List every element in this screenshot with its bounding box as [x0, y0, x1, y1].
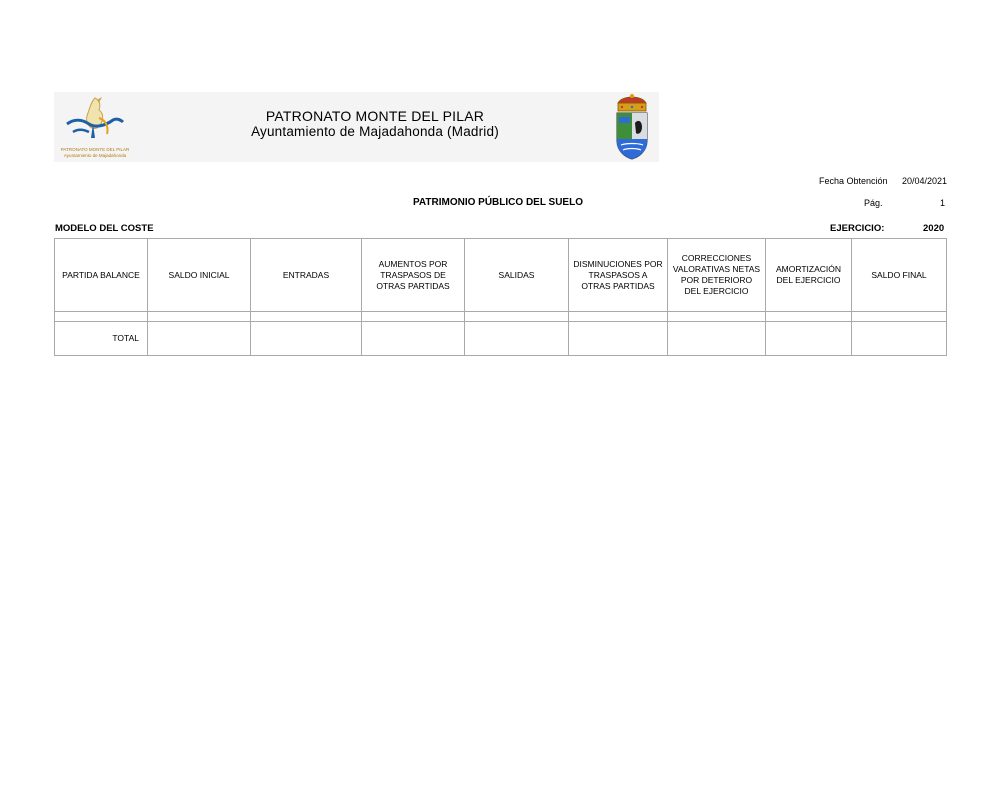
table-cell: [251, 322, 362, 356]
ejercicio-label: EJERCICIO:: [830, 223, 885, 234]
fecha-obtencion-value: 20/04/2021: [902, 176, 948, 186]
table-row: [55, 312, 947, 322]
fecha-obtencion-label: Fecha Obtención: [819, 176, 888, 186]
table-cell: [668, 322, 766, 356]
table-cell: [465, 312, 569, 322]
table-cell: [852, 312, 947, 322]
column-header: ENTRADAS: [251, 239, 362, 312]
patronato-logo: [55, 94, 135, 160]
column-header: DISMINUCIONES POR TRASPASOS A OTRAS PARTIDAS: [569, 239, 668, 312]
organization-title: PATRONATO MONTE DEL PILAR: [265, 108, 485, 124]
page-number-label: Pág.: [864, 198, 883, 208]
column-header: AMORTIZACIÓN DEL EJERCICIO: [766, 239, 852, 312]
column-header: SALDO FINAL: [852, 239, 947, 312]
table-cell: [668, 312, 766, 322]
column-header: SALDO INICIAL: [148, 239, 251, 312]
table-cell: [766, 322, 852, 356]
table-header-row: [55, 239, 947, 312]
logo-text-line2: Ayuntamiento de Majadahonda: [63, 153, 127, 158]
total-row: [55, 322, 947, 356]
modelo-coste-label: MODELO DEL COSTE: [55, 223, 154, 234]
table-cell: [569, 322, 668, 356]
table-cell: [148, 312, 251, 322]
ejercicio-value: 2020: [923, 223, 945, 234]
table-cell: [766, 312, 852, 322]
total-label: TOTAL: [55, 322, 148, 356]
column-header: SALIDAS: [465, 239, 569, 312]
organization-subtitle: Ayuntamiento de Majadahonda (Madrid): [251, 124, 499, 139]
column-header: AUMENTOS POR TRASPASOS DE OTRAS PARTIDAS: [362, 239, 465, 312]
column-header: PARTIDA BALANCE: [55, 239, 148, 312]
table-cell: [569, 312, 668, 322]
report-title: PATRIMONIO PÚBLICO DEL SUELO: [412, 197, 583, 208]
table-cell: [55, 312, 148, 322]
municipal-crest-icon: [612, 93, 652, 161]
patrimonio-table: [54, 238, 947, 356]
table-cell: [852, 322, 947, 356]
page-number-value: 1: [940, 198, 946, 208]
table-cell: [251, 312, 362, 322]
table-cell: [148, 322, 251, 356]
logo-text-line1: PATRONATO MONTE DEL PILAR: [60, 147, 130, 152]
table-cell: [362, 322, 465, 356]
table-cell: [362, 312, 465, 322]
column-header: CORRECCIONES VALORATIVAS NETAS POR DETERIORO DEL EJERCICIO: [668, 239, 766, 312]
table-cell: [465, 322, 569, 356]
